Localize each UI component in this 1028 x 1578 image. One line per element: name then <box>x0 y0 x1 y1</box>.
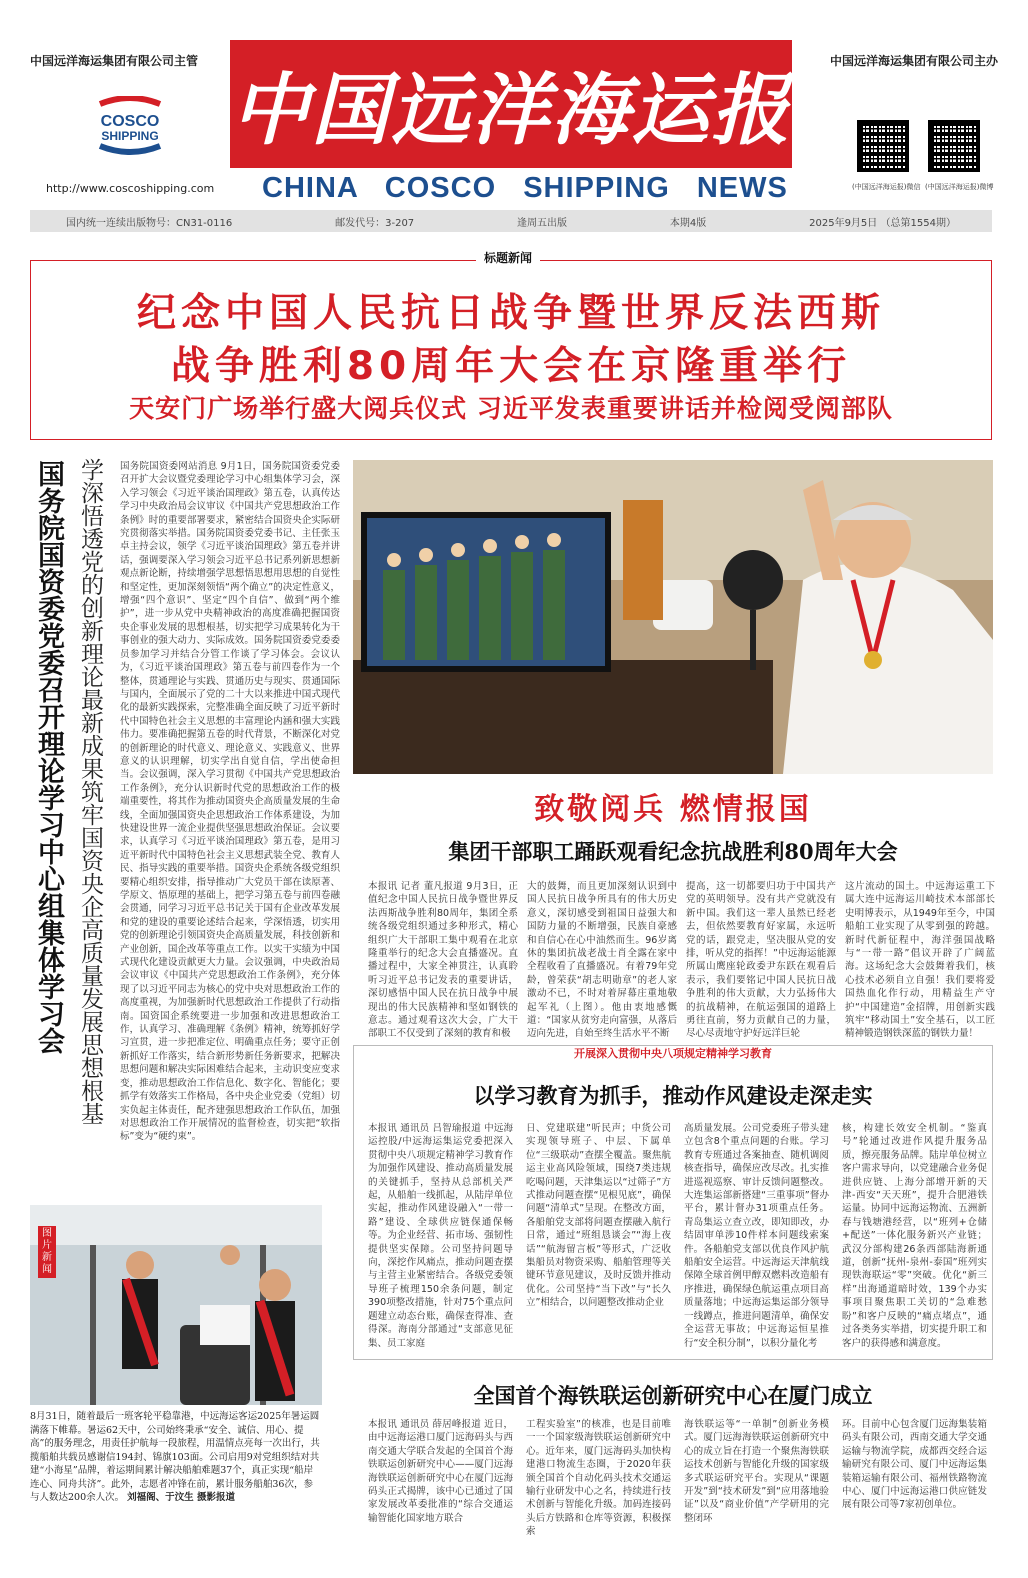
sponsor-label: 中国远洋海运集团有限公司主办 <box>829 54 998 68</box>
main-headline-line1[interactable]: 纪念中国人民抗日战争暨世界反法西斯 <box>136 291 885 336</box>
newspaper-masthead <box>230 40 792 168</box>
weibo-qr-icon[interactable] <box>928 120 980 172</box>
ferry-volunteers-photo[interactable] <box>30 1205 322 1405</box>
left-story-subtitle: 学深悟透党的创新理论最新成果筑牢国资央企高质量发展思想根基 <box>77 458 103 1125</box>
website-url[interactable]: http://www.coscoshipping.com <box>46 182 215 195</box>
xiamen-story-col3: 海铁联运等“一单制”创新业务模式。厦门远海海铁联运创新研究中心的成立旨在打造一个聚焦海铁联运技术创新与智能化升级的国家级多式联运研究平台。实现从“课题开发”到“技术研发”到“应用落地验证”以及“商业价值”产学研用的完整闭环 <box>684 1419 829 1524</box>
cn-number: 国内统一连续出版物号：CN31-0116 <box>66 217 233 229</box>
left-story-body: 国务院国资委网站消息 9月1日，国务院国资委党委召开扩大会议暨党委理论学习中心组集体学习会，深入学习领会《习近平谈治国理政》第五卷，认真传达学习中央政治局会议审议《中国共产党思想政治工作条例》时的重要部署要求，紧密结合国资央企实际研究贯彻落实举措。国务院国资委党委书记、主任张玉卓主持会议，领学《习近平谈治国理政》第五卷并讲话，强调要深入学习领会习近平总书记系列新思想新观点新论断，持续增强学思想悟思想用思想的自觉性和坚定性，更加深刻领悟“两个确立”的决定性意义，增强“四个意识”、坚定“四个自信”、做到“两个维护”，进一步从党中央精神政治的高度准确把握国资央企事业发展的思想根基，切实把学习成果转化为干事创业的强大动力、实际成效。国务院国资委党委委员参加学习并结合分管工作谈了学习体会。会议认为，《习近平谈治国理政》第五卷与前四卷作为一个整体，贯通理论与实践、贯通历史与现实、贯通国际与国内，全面展示了党的二十大以来推进中国式现代化的最新实践探索，完整准确全面反映了习近平新时代中国特色社会主义思想的丰富理论内涵和强大实践伟力。要准确把握第五卷的时代背景，不断深化对党的创新理论的时代意义、理论意义、实践意义、世界意义的认识理解，切实学出自觉自信，学出使命担当。会议强调，深入学习贯彻《中国共产党思想政治工作条例》，充分认识新时代党的思想政治工作的极端重要性，将其作为推动国资央企高质量发展的生命线，全面加强国资央企思想政治工作体系建设，为加快建设世界一流企业提供坚强思想政治保证。会议要求，认真学习《习近平谈治国理政》第五卷，是用习近平新时代中国特色社会主义思想武装全党、教育人民、指导实践的重要举措。国资央企系统各级党组织要精心组织安排，指导推动广大党员干部在读原著、学原文、悟原理的基础上，把学习第五卷与前四卷融会贯通，同学习习近平总书记关于国有企业改革发展和党的建设的重要论述结合起来，学深悟透，切实用党的创新理论引领国资央企高质量发展，科技创新和产业创新，国企改革等重点工作。以实干实绩为中国式现代化建设贡献更大力量。会议强调，中央政治局会议审议《中国共产党思想政治工作条例》，充分体现了以习近平同志为核心的党中央对思想政治工作的高度重视，为加强新时代思想政治工作提供了行动指南。国资国企系统要进一步加强和改进思想政治工作，认真学习、准确理解《条例》精神，统筹抓好学习宣贯，进一步把准定位、明确重点任务；要守正创新抓好工作落实，结合新形势新任务新要求，把解决思想问题和解决实际困难结合起来，主动识变应变求变，推动思想政治工作信息化、数字化、智能化；要抓学有效落实工作格局，各中央企业党委（党组）切实负起主体责任，配齐建强思想政治工作队伍，加强对思想政治工作开展情况的监督检查，切实把“软指标”变为“硬约束”。 <box>120 461 340 1143</box>
study-story-col1: 本报讯 通讯员 吕智瑜报道 中远海运控股/中远海运集运党委把深入贯彻中央八项规定精神学习教育作为加强作风建设、推动高质量发展的关键抓手，坚持从总部机关严起，从船舶一线抓起，从陆岸单位实起，推动作风建设融入“一带一路”建设、全球供应链保通保畅等。为企业经营、拓市场、强韧性提供坚实保障。公司坚持问题导向，深挖作风痛点，推动问题查摆与主营主业紧密结合。各级党委领导班子梳理150余条问题，制定390项整改措施，针对75个重点问题建立动态台账，确保查得准、查得深。海南分部通过“支部意见征集、员工家庭 <box>368 1123 513 1349</box>
left-story-title[interactable]: 国务院国资委党委召开理论学习中心组集体学习会 <box>33 460 64 1054</box>
svg-text:SHIPPING: SHIPPING <box>101 129 159 143</box>
issue-info-bar <box>30 210 992 232</box>
main-headline-line2[interactable]: 战争胜利80周年大会在京隆重举行 <box>170 344 852 389</box>
newspaper-title: 中国远洋海运报 <box>230 65 791 156</box>
photo-credit: 刘福阁、于汶生 摄影报道 <box>127 1492 235 1503</box>
headline-tag: 标题新闻 <box>476 249 540 266</box>
english-title: CHINA COSCO SHIPPING NEWS <box>262 172 788 204</box>
xiamen-story-title[interactable]: 全国首个海铁联运创新研究中心在厦门成立 <box>473 1383 873 1408</box>
post-code: 邮发代号：3-207 <box>335 217 415 229</box>
page-count: 本期4版 <box>669 217 707 229</box>
photo-news-tag: 图片新闻 <box>38 1226 56 1278</box>
supervisor-label: 中国远洋海运集团有限公司主管 <box>30 54 199 68</box>
study-story-col4: 核，构建长效安全机制。“鉴真号”轮通过改进作风提升服务品质，擦亮服务品牌。陆岸单位树立客户需求导向，以党建融合业务促进供应链、上海分部增开新的天津-西安“天天班”，提升合肥港铁运量。协同中远海运物流、五洲新春与钱塘港经营，以“班列+仓储+配送”一体化服务新兴产业链；武汉分部构建26条西部陆海新通道，创新“抚州-泉州-泰国”班列实现铁海联运“零”突破。优化“新三样”出海通道暗时效，139个办实事项目聚焦职工关切的“急难愁盼”和客户反映的“痛点堵点”，通过各类务实举措，切实提升职工和客户的获得感和满意度。 <box>842 1123 987 1349</box>
qr1-caption: (中国远洋海运报)微信 <box>852 183 921 191</box>
photo-story-title[interactable]: 致敬阅兵 燃情报国 <box>534 792 812 827</box>
photo-story-col1: 本报讯 记者 董凡报道 9月3日，正值纪念中国人民抗日战争暨世界反法西斯战争胜利80周年，集团全系统各级党组织通过多种形式，精心组织广大干部职工集中观看在北京隆重举行的纪念大会直播盛况。直播过程中，大家全神贯注，认真聆听习近平总书记发表的重要讲话，深切感悟中国人民在抗日战争中展现出的伟大民族精神和坚如钢铁的意志。通过观看这次大会，广大干部职工不仅受到了深刻的教育和极 <box>368 881 518 1040</box>
issue-date: 2025年9月5日 （总第1554期） <box>809 217 956 229</box>
photo-story-subtitle: 集团干部职工踊跃观看纪念抗战胜利80周年大会 <box>448 839 898 864</box>
study-story-col3: 高质量发展。公司党委班子带头建立包含8个重点问题的台账。学习教育专班通过各案抽查、随机调阅核查指导，确保应改尽改。扎实推进巡视巡察、审计反馈问题整改。大连集运部新搭建“三重事项”督办平台，累计督办31项重点任务。青岛集运立查立改，即知即改，办结固审单涉10件样本问题线索案件。各船舶党支部以优良作风护航船舶安全运营。中远海运天津航线保障全球首例甲醇双燃料改造船有序推进，确保绿色航运重点项目高质量落地；中远海运集运部分领导一线蹲点，推进问题清单，确保安全运营无事故；中远海运恒星推行“安全积分制”，以积分量化考 <box>684 1123 829 1349</box>
photo-story-col3: 提高，这一切都要归功于中国共产党的英明领导。没有共产党就没有新中国。我们这一辈人虽然已经老去，但依然要教育好家属，永远听党的话，跟党走，坚决服从党的安排，听从党的指挥！”中远海运能源所属山鹰座轮政委尹东跃在观看后表示，我们要铭记中国人民抗日战争胜利的伟大贡献，大力弘扬伟大的抗战精神，在航运强国的道路上勇往直前，努力贡献自己的力量，尽心尽责地守护好远洋巨轮 <box>686 881 836 1040</box>
xiamen-story-col2: 工程实验室”的核准，也是目前唯一一个国家级海铁联运创新研究中心。近年来，厦门远海码头加快构建港口物流生态圈，于2020年获颁全国首个自动化码头技术交通运输行业研发中心之名，持续进行技术创新与智能化升级。加码连接码头后方铁路和仓库等资源，积极探索 <box>526 1419 671 1538</box>
photo-news-caption: 8月31日，随着最后一班客轮平稳靠港，中远海运客运2025年暑运圆满落下帷幕。暑运62天中，公司始终秉承“安全、诚信、用心、提高”的服务理念，用责任护航每一段旅程，用温情点亮每一次出行，共揽船舶共载员感谢信194封、锦旗103面。公司启用9对党组织结对共建“小海星”品牌，着运期间累计解决船舶难题37个，真正实现“船岸连心、同舟共济”。此外，志愿者冲锋在前，累计服务船舶36次，参与人数达200余人次。 刘福阁、于汶生 摄影报道 <box>30 1411 320 1503</box>
photo-story-col2: 大的鼓舞，而且更加深刻认识到中国人民抗日战争所具有的伟大历史意义，深切感受到祖国日益强大和国防力量的不断增强，民族自豪感和自信心在心中油然而生。96岁离休的集团抗战老战士肖全露在家中全程收看了直播盛况。有着79年党龄，曾荣获“胡志明勋章”的老人家激动不已，不时对着屏幕庄重地敬起军礼（上图）。他由衷地感慨道：“国家从贫穷走向富强，从落后迈向先进，自始至终生活水平不断 <box>527 881 677 1040</box>
wechat-qr-icon[interactable] <box>857 120 909 172</box>
study-story-title[interactable]: 以学习教育为抓手，推动作风建设走深走实 <box>473 1083 873 1108</box>
qr2-caption: (中国远洋海运报)微博 <box>925 183 994 191</box>
photo-story-col4: 这片流动的国土。中远海运重工下属大连中远海运川崎技术本部部长史明博表示，从1949年至今，中国船舶工业实现了从零到强的跨越。新时代新征程中，海洋强国战略与“一带一路”倡议开辟了广阔蓝海。这场纪念大会鼓舞着我们，核心技术必须自立自强！我们要将爱国热血化作行动，用精益生产守护“中国建造”金招牌，用创新实践筑牢“移动国土”安全基石，以工匠精神锻造钢铁深蓝的钢铁力量！ <box>845 881 995 1040</box>
main-subheadline[interactable]: 天安门广场举行盛大阅兵仪式 习近平发表重要讲话并检阅受阅部队 <box>129 394 893 423</box>
study-story-col2: 日、党建联建”听民声；中货公司实现领导班子、中层、下属单位“三级联动”查摆全覆盖。聚焦航运主业高风险领域，围绕7类违规吃喝问题，天津集运以“过筛子”方式推动问题查摆“见根见底”，确保问题“清单式”呈现。在整改方面，各船舶党支部将问题查摆融入航行日常，通过“班组恳谈会”“海上夜话”“航海留言板”等形式，广泛收集船员对物资采购、船舶管理等关键环节意见建议，及时反馈并推动优化。公司坚持“当下改”与“长久立”相结合，以问题整改推动企业 <box>526 1123 671 1309</box>
frequency: 逢周五出版 <box>517 217 568 229</box>
xiamen-story-col4: 环。目前中心包含厦门远海集装箱码头有限公司，西南交通大学交通运输与物流学院，成都西交经合运输研究有限公司、厦门中远海运集装箱运输有限公司、福州铁路物流中心、厦门中远海运港口供应链发展有限公司等7家初创单位。 <box>842 1419 987 1511</box>
xiamen-story-col1: 本报讯 通讯员 薛居峰报道 近日，由中远海运港口厦门远海码头与西南交通大学联合发起的全国首个海铁联运创新研究中心——厦门远海海铁联运创新研究中心在厦门远海码头正式揭牌，该中心已通过了国家发展改革委批准的“综合交通运输智能化国家地方联合 <box>368 1419 513 1524</box>
cosco-shipping-logo <box>80 96 180 156</box>
study-story-kicker: 开展深入贯彻中央八项规定精神学习教育 <box>353 1052 993 1068</box>
veteran-watching-parade-photo[interactable] <box>353 460 993 774</box>
svg-text:COSCO: COSCO <box>100 113 160 130</box>
